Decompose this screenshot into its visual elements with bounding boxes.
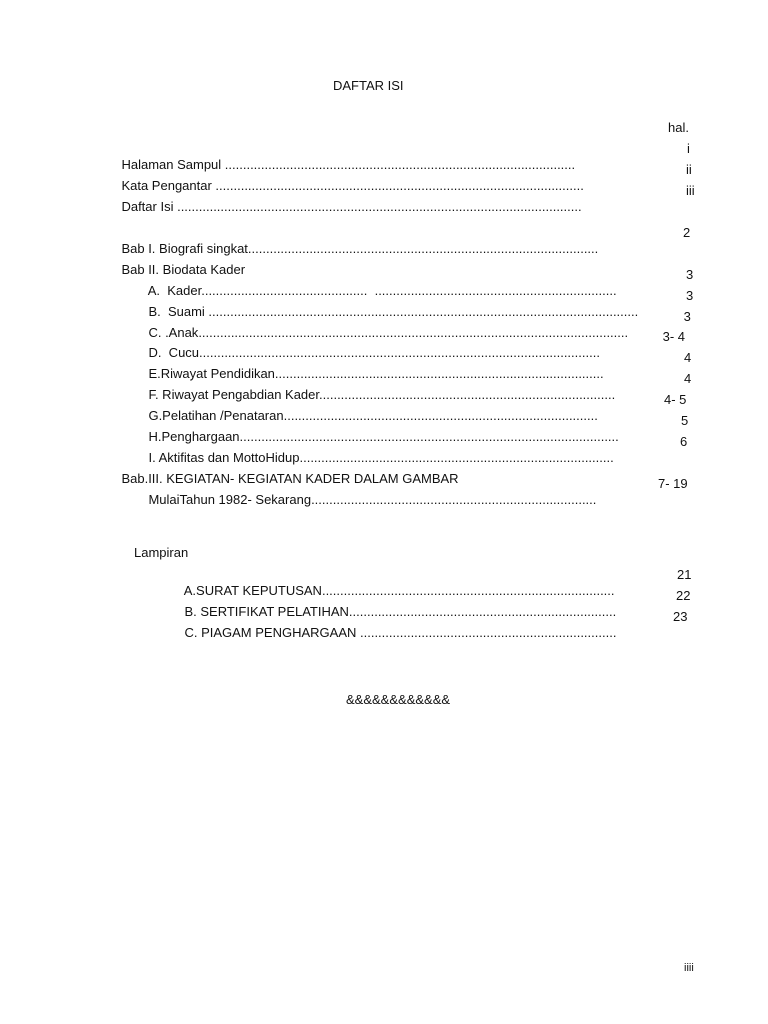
- toc-entry-label: Kata Pengantar: [121, 178, 216, 193]
- toc-entry-leader: .............................................. ...................................................................: [201, 283, 617, 298]
- toc-entry-page: 6: [680, 434, 688, 449]
- toc-entry-leader: ..................................................................................: [319, 387, 616, 402]
- toc-entry: [134, 476, 596, 524]
- toc-entry-leader: ......................................................................................................: [215, 178, 584, 193]
- toc-entry-leader: .................................................................................................: [224, 157, 576, 172]
- section-separator: &&&&&&&&&&&&: [346, 692, 451, 707]
- toc-entry-leader: .......................................................................................................................: [198, 325, 629, 340]
- toc-entry-page: 2: [683, 225, 691, 240]
- toc-entry-leader: ...............................................................................: [311, 492, 597, 507]
- toc-entry-page: 3: [686, 267, 694, 282]
- toc-entry-label: I. Aktifitas dan MottoHidup: [148, 450, 300, 465]
- lampiran-entry-label: B. SERTIFIKAT PELATIHAN: [184, 604, 349, 619]
- toc-entry-leader: ................................................................................................................: [177, 199, 582, 214]
- toc-entry-label: Daftar Isi: [121, 199, 178, 214]
- toc-entry-page: 3: [680, 309, 691, 324]
- toc-entry-label: Bab I. Biografi singkat: [121, 241, 248, 256]
- toc-entry-label: F. Riwayat Pengabdian Kader: [148, 387, 320, 402]
- toc-entry-label: A. Kader: [147, 283, 202, 298]
- toc-entry-page: iii: [686, 183, 695, 198]
- toc-entry-page: 5: [681, 413, 689, 428]
- lampiran-entry-leader: ..........................................................................: [348, 604, 617, 619]
- toc-entry: [107, 183, 582, 231]
- toc-entry-leader: ...............................................................................................................: [199, 345, 600, 360]
- toc-entry-page: 7- 19: [658, 476, 688, 491]
- lampiran-entry-leader: .......................................................................: [360, 625, 617, 640]
- toc-entry-label: C. .Anak: [148, 325, 199, 340]
- toc-entry-page: 4: [684, 350, 692, 365]
- toc-entry-leader: .......................................................................................: [299, 450, 614, 465]
- lampiran-entry-page: 22: [676, 588, 691, 603]
- lampiran-entry-page: 23: [673, 609, 688, 624]
- toc-entry-page: 4- 5: [664, 392, 687, 407]
- page-title: DAFTAR ISI: [333, 78, 404, 93]
- toc-entry-leader: .......................................................................................................................: [208, 304, 639, 319]
- toc-entry-page: ii: [686, 162, 692, 177]
- toc-entry-label: D. Cucu: [148, 345, 200, 360]
- toc-entry-page: i: [687, 141, 690, 156]
- lampiran-entry-label: C. PIAGAM PENGHARGAAN: [184, 625, 360, 640]
- lampiran-entry-leader: .................................................................................: [321, 583, 615, 598]
- toc-entry-label: H.Penghargaan: [148, 429, 240, 444]
- toc-entry-label: Bab II. Biodata Kader: [121, 262, 246, 277]
- toc-entry-label: B. Suami: [148, 304, 209, 319]
- lampiran-heading: Lampiran: [134, 545, 189, 560]
- page-column-header: hal.: [668, 120, 689, 135]
- page-number: iiii: [684, 962, 694, 974]
- lampiran-entry-label: A.SURAT KEPUTUSAN: [183, 583, 322, 598]
- toc-entry-label: Bab.III. KEGIATAN- KEGIATAN KADER DALAM GAMBAR: [121, 471, 459, 486]
- toc-entry-label: MulaiTahun 1982- Sekarang: [148, 492, 312, 507]
- toc-entry-page: 4: [684, 371, 692, 386]
- toc-entry-leader: .................................................................................................: [247, 241, 599, 256]
- toc-entry-page: 3- 4: [659, 329, 686, 344]
- toc-entry-leader: .......................................................................................: [283, 408, 598, 423]
- toc-entry-label: Halaman Sampul: [121, 157, 225, 172]
- lampiran-entry: [170, 609, 616, 657]
- toc-entry-leader: .........................................................................................................: [239, 429, 619, 444]
- toc-entry-leader: ...........................................................................................: [274, 366, 604, 381]
- lampiran-entry-page: 21: [677, 567, 692, 582]
- toc-entry-label: G.Pelatihan /Penataran: [148, 408, 284, 423]
- toc-entry-label: E.Riwayat Pendidikan: [148, 366, 275, 381]
- toc-entry-page: 3: [686, 288, 694, 303]
